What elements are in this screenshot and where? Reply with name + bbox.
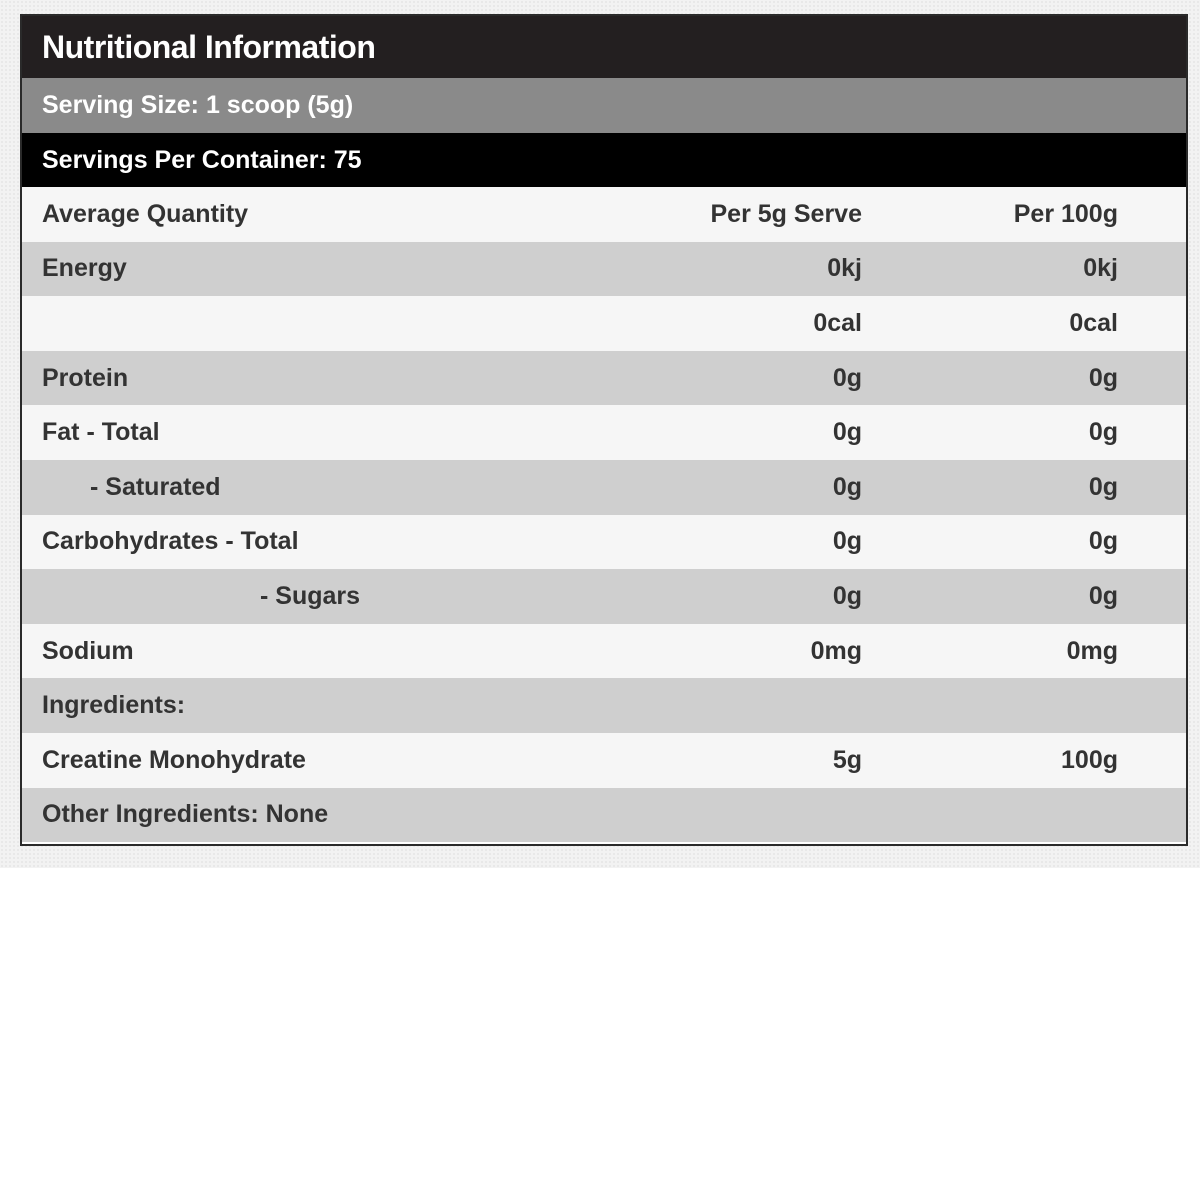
row-per-serve: 0mg xyxy=(810,636,862,665)
row-per-100g: 0g xyxy=(1088,363,1118,392)
nutrition-label xyxy=(20,14,1188,846)
table-row-carbohydrates-total xyxy=(22,515,1186,570)
table-row-other-ingredients xyxy=(22,788,1186,843)
row-per-100g: 0mg xyxy=(1066,636,1118,665)
row-per-100g: 0g xyxy=(1088,472,1118,501)
row-name: Ingredients: xyxy=(42,691,186,720)
row-name: Creatine Monohydrate xyxy=(42,745,306,774)
row-name: Fat - Total xyxy=(42,418,160,447)
servings-per-container: Servings Per Container: 75 xyxy=(22,133,1186,187)
column-header-per-100g: Per 100g xyxy=(1013,199,1118,228)
nutrition-table xyxy=(22,187,1186,842)
row-per-100g: 0g xyxy=(1088,418,1118,447)
serving-size: Serving Size: 1 scoop (5g) xyxy=(22,78,1186,133)
row-per-serve: 0cal xyxy=(813,308,862,337)
row-per-serve: 0g xyxy=(832,581,862,610)
row-name: Energy xyxy=(42,254,127,283)
row-per-serve: 0g xyxy=(832,527,862,556)
row-per-serve: 0g xyxy=(832,472,862,501)
row-name: - Saturated xyxy=(90,472,221,501)
table-row-saturated xyxy=(22,460,1186,515)
label-title: Nutritional Information xyxy=(22,16,1186,78)
table-row-fat-total xyxy=(22,405,1186,460)
row-per-serve: 0g xyxy=(832,363,862,392)
row-name: Sodium xyxy=(42,636,134,665)
table-row-energy-kj xyxy=(22,242,1186,297)
table-row-energy-cal xyxy=(22,296,1186,351)
row-per-serve: 0g xyxy=(832,418,862,447)
row-per-100g: 100g xyxy=(1061,745,1118,774)
table-row-sugars xyxy=(22,569,1186,624)
table-row-creatine-monohydrate xyxy=(22,733,1186,788)
column-header-per-serve: Per 5g Serve xyxy=(710,199,862,228)
table-row-ingredients xyxy=(22,678,1186,733)
row-per-100g: 0g xyxy=(1088,581,1118,610)
row-name: Protein xyxy=(42,363,129,392)
row-per-100g: 0g xyxy=(1088,527,1118,556)
row-per-serve: 5g xyxy=(832,745,862,774)
row-name: - Sugars xyxy=(260,581,361,610)
row-per-100g: 0kj xyxy=(1083,254,1118,283)
table-row-sodium xyxy=(22,624,1186,679)
table-header-row xyxy=(22,187,1186,242)
column-header-name: Average Quantity xyxy=(42,199,249,228)
table-row-protein xyxy=(22,351,1186,406)
row-per-100g: 0cal xyxy=(1069,308,1118,337)
row-name: Other Ingredients: None xyxy=(42,800,329,829)
row-name: Carbohydrates - Total xyxy=(42,527,299,556)
row-per-serve: 0kj xyxy=(827,254,862,283)
